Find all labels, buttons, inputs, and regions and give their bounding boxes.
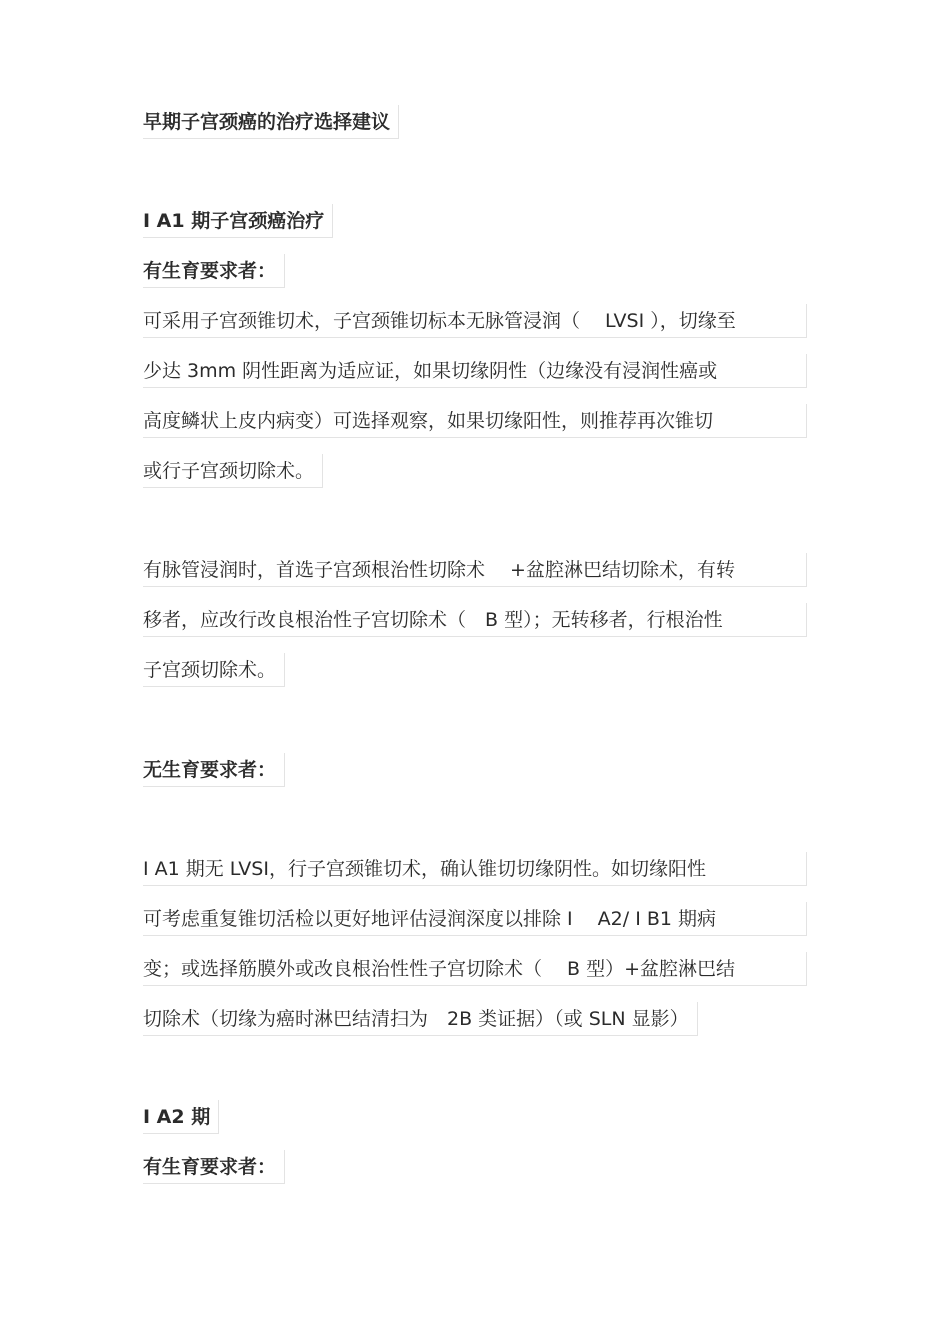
- subheading-fertility-desired: 有生育要求者：: [143, 1150, 285, 1184]
- paragraph-line: 变；或选择筋膜外或改良根治性性子宫切除术（ B 型）+盆腔淋巴结: [143, 952, 807, 986]
- paragraph-line: 移者，应改行改良根治性子宫切除术（ B 型）；无转移者，行根治性: [143, 603, 807, 637]
- paragraph-line: I A1 期无 LVSI，行子宫颈锥切术，确认锥切切缘阴性。如切缘阳性: [143, 852, 807, 886]
- paragraph-line: 少达 3mm 阴性距离为适应证，如果切缘阴性（边缘没有浸润性癌或: [143, 354, 807, 388]
- subheading-fertility-desired: 有生育要求者：: [143, 254, 285, 288]
- section-heading-ia1: I A1 期子宫颈癌治疗: [143, 204, 333, 238]
- paragraph-line: 子宫颈切除术。: [143, 653, 285, 687]
- paragraph-line: 高度鳞状上皮内病变）可选择观察，如果切缘阳性，则推荐再次锥切: [143, 404, 807, 438]
- paragraph-line: 切除术（切缘为癌时淋巴结清扫为 2B 类证据）（或 SLN 显影）: [143, 1002, 698, 1036]
- paragraph-line: 可采用子宫颈锥切术，子宫颈锥切标本无脉管浸润（ LVSI ），切缘至: [143, 304, 807, 338]
- subheading-no-fertility: 无生育要求者：: [143, 753, 285, 787]
- paragraph-line: 或行子宫颈切除术。: [143, 454, 323, 488]
- paragraph-line: 有脉管浸润时，首选子宫颈根治性切除术 +盆腔淋巴结切除术，有转: [143, 553, 807, 587]
- paragraph-line: 可考虑重复锥切活检以更好地评估浸润深度以排除 I A2/ I B1 期病: [143, 902, 807, 936]
- document-title: 早期子宫颈癌的治疗选择建议: [143, 105, 399, 139]
- section-heading-ia2: I A2 期: [143, 1100, 219, 1134]
